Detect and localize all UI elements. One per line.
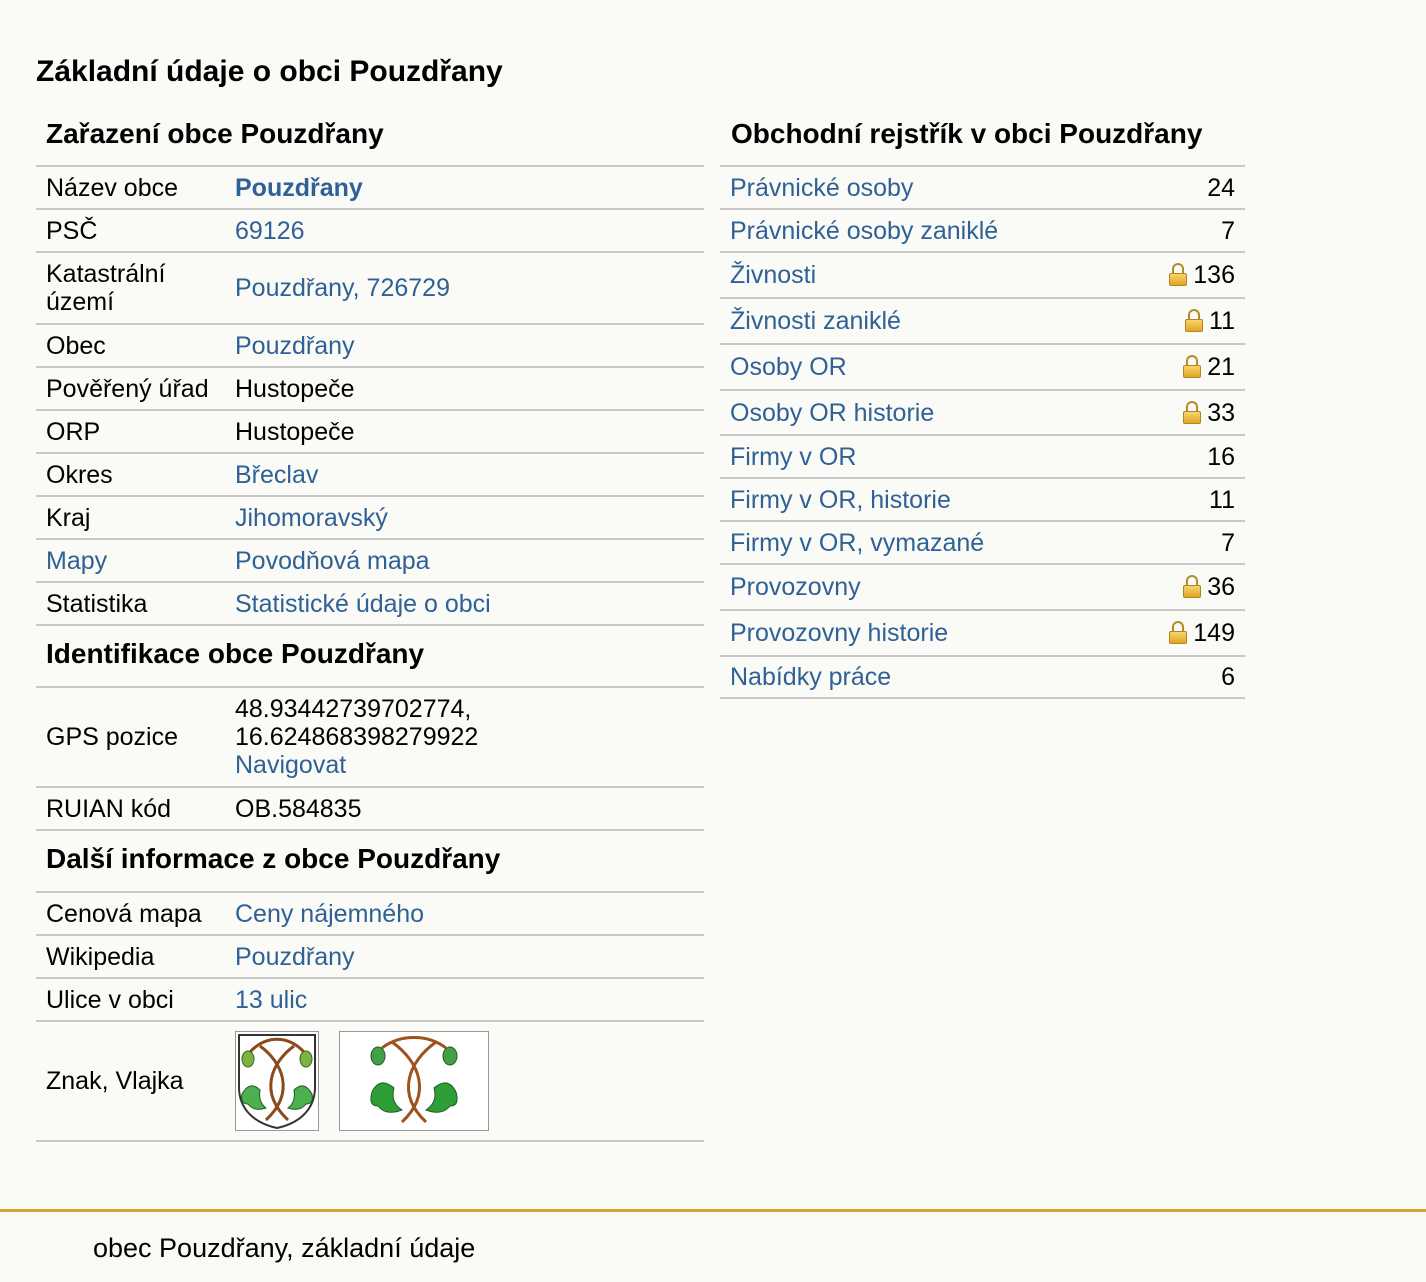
table-row	[36, 496, 704, 539]
table-row	[720, 167, 1245, 209]
psc-link[interactable]: 69126	[235, 216, 305, 245]
row-label: Katastrální území	[36, 252, 235, 324]
gps-latitude: 48.93442739702774,	[235, 695, 472, 723]
provozovny-link[interactable]: Provozovny	[730, 573, 861, 601]
count: 7	[1125, 521, 1245, 564]
count: 149	[1193, 619, 1235, 647]
table-row	[36, 324, 704, 367]
row-label: Okres	[36, 453, 235, 496]
table-row	[720, 656, 1245, 698]
firmy-v-or-vymazane-link[interactable]: Firmy v OR, vymazané	[730, 528, 985, 557]
row-label: PSČ	[36, 209, 235, 252]
table-row	[36, 688, 704, 787]
table-row	[720, 344, 1245, 390]
count: 21	[1207, 353, 1235, 381]
count: 11	[1125, 478, 1245, 521]
left-column	[36, 110, 704, 1142]
dalsi-section	[36, 831, 704, 1142]
nabidky-prace-link[interactable]: Nabídky práce	[730, 663, 892, 691]
lock-icon	[1169, 621, 1187, 643]
pravnicke-osoby-link[interactable]: Právnické osoby	[730, 173, 914, 202]
count: 16	[1125, 435, 1245, 478]
lock-icon	[1183, 401, 1201, 423]
zivnosti-zanikle-link[interactable]: Živnosti zaniklé	[730, 307, 901, 335]
rejstrik-title: Obchodní rejstřík v obci Pouzdřany	[720, 110, 1245, 167]
table-row	[36, 367, 704, 410]
ruian-label: RUIAN kód	[36, 787, 235, 830]
dalsi-title: Další informace z obce Pouzdřany	[36, 831, 704, 893]
table-row	[36, 453, 704, 496]
table-row	[720, 298, 1245, 344]
count: 33	[1207, 398, 1235, 427]
firmy-v-or-link[interactable]: Firmy v OR	[730, 442, 857, 471]
identifikace-section	[36, 626, 704, 831]
mapy-link[interactable]: Mapy	[46, 546, 108, 575]
count: 6	[1125, 656, 1245, 698]
page-title: Základní údaje o obci Pouzdřany	[36, 55, 503, 88]
identifikace-table	[36, 688, 704, 831]
zarazeni-table	[36, 167, 704, 626]
table-row	[36, 582, 704, 625]
footer-text: obec Pouzdřany, základní údaje	[93, 1233, 476, 1263]
right-column	[720, 110, 1245, 699]
znak-label: Znak, Vlajka	[36, 1021, 235, 1141]
gps-label: GPS pozice	[36, 688, 235, 787]
obec-link[interactable]: Pouzdřany	[235, 331, 355, 360]
ceny-najemneho-link[interactable]: Ceny nájemného	[235, 899, 425, 928]
statisticke-udaje-link[interactable]: Statistické údaje o obci	[235, 589, 491, 618]
count: 136	[1193, 261, 1235, 289]
row-label: Obec	[36, 324, 235, 367]
table-row	[720, 209, 1245, 252]
table-row	[720, 252, 1245, 298]
row-label: Pověřený úřad	[36, 367, 235, 410]
count: 36	[1207, 573, 1235, 601]
row-label: Kraj	[36, 496, 235, 539]
lock-icon	[1169, 263, 1187, 285]
dalsi-table	[36, 893, 704, 1142]
row-label: Ulice v obci	[36, 978, 235, 1021]
table-row	[36, 1021, 704, 1141]
navigovat-link[interactable]: Navigovat	[235, 751, 347, 779]
zarazeni-title: Zařazení obce Pouzdřany	[36, 110, 704, 167]
count: 11	[1209, 307, 1235, 335]
footer-divider	[0, 1209, 1426, 1212]
ulice-link[interactable]: 13 ulic	[235, 985, 308, 1014]
count: 7	[1125, 209, 1245, 252]
row-label: Cenová mapa	[36, 893, 235, 935]
nazev-obce-link[interactable]: Pouzdřany	[235, 173, 363, 202]
table-row	[36, 539, 704, 582]
table-row	[36, 787, 704, 830]
lock-icon	[1183, 355, 1201, 377]
table-row	[720, 564, 1245, 610]
table-row	[36, 410, 704, 453]
lock-icon	[1185, 309, 1203, 331]
row-value: Hustopeče	[235, 367, 704, 410]
gps-longitude: 16.624868398279922	[235, 723, 479, 751]
row-label: Název obce	[36, 167, 235, 209]
table-row	[36, 978, 704, 1021]
wikipedia-link[interactable]: Pouzdřany	[235, 942, 355, 971]
osoby-or-link[interactable]: Osoby OR	[730, 353, 847, 381]
table-row	[720, 478, 1245, 521]
povodnova-mapa-link[interactable]: Povodňová mapa	[235, 546, 430, 575]
table-row	[36, 209, 704, 252]
row-value: Hustopeče	[235, 410, 704, 453]
table-row	[36, 893, 704, 935]
firmy-v-or-historie-link[interactable]: Firmy v OR, historie	[730, 485, 951, 514]
table-row	[720, 390, 1245, 435]
flag-icon[interactable]	[339, 1031, 489, 1131]
pravnicke-osoby-zanikle-link[interactable]: Právnické osoby zaniklé	[730, 216, 999, 245]
table-row	[36, 167, 704, 209]
table-row	[36, 935, 704, 978]
rejstrik-table	[720, 167, 1245, 699]
row-label: Wikipedia	[36, 935, 235, 978]
table-row	[36, 252, 704, 324]
lock-icon	[1183, 575, 1201, 597]
osoby-or-historie-link[interactable]: Osoby OR historie	[730, 398, 935, 427]
ruian-value: OB.584835	[235, 787, 704, 830]
coat-of-arms-icon[interactable]	[235, 1031, 319, 1131]
table-row	[720, 435, 1245, 478]
zivnosti-link[interactable]: Živnosti	[730, 261, 817, 289]
provozovny-historie-link[interactable]: Provozovny historie	[730, 619, 949, 647]
katastralni-uzemi-link[interactable]: Pouzdřany, 726729	[235, 274, 450, 302]
identifikace-title: Identifikace obce Pouzdřany	[36, 626, 704, 688]
table-row	[720, 521, 1245, 564]
okres-link[interactable]: Břeclav	[235, 460, 319, 489]
kraj-link[interactable]: Jihomoravský	[235, 503, 388, 532]
count: 24	[1125, 167, 1245, 209]
table-row	[720, 610, 1245, 656]
row-label: ORP	[36, 410, 235, 453]
row-label: Statistika	[36, 582, 235, 625]
